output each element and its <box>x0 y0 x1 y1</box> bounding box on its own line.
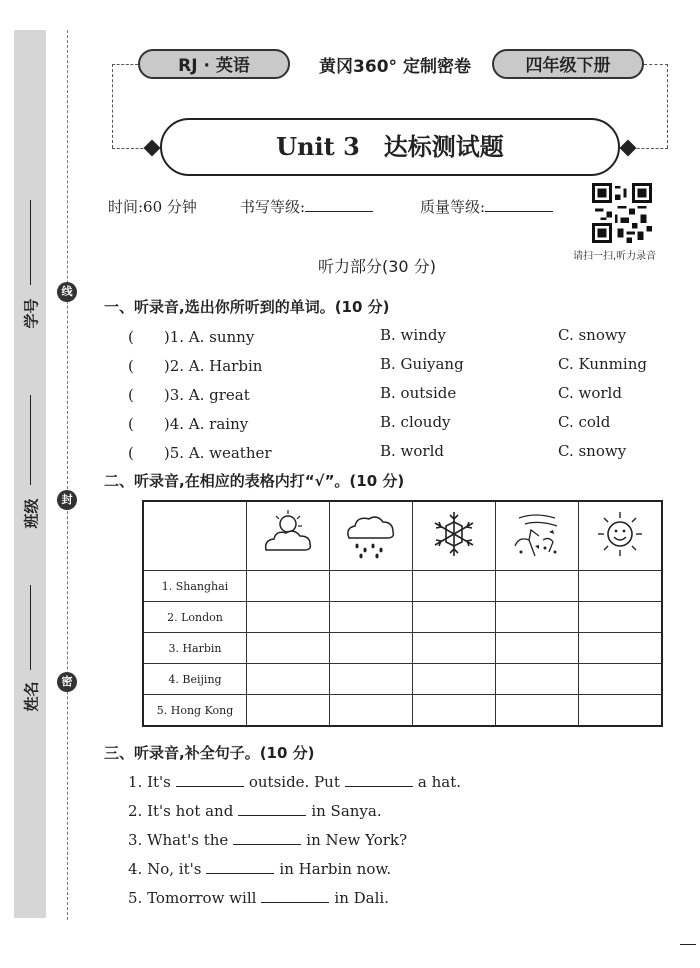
qr-code-icon[interactable] <box>592 183 652 243</box>
city-label: 2. London <box>143 602 247 633</box>
city-label: 3. Harbin <box>143 633 247 664</box>
writing-grade-blank[interactable] <box>305 197 373 212</box>
subject-pill: RJ · 英语 <box>138 49 290 79</box>
sentence-text: 3. What's the <box>128 831 229 849</box>
corner-mark <box>680 944 696 945</box>
check-cell[interactable] <box>413 602 496 633</box>
sentence <box>128 888 389 907</box>
student-number-label: 学号 <box>22 298 41 329</box>
table-row <box>143 602 662 633</box>
s1-option-c: C. Kunming <box>558 355 647 373</box>
check-cell[interactable] <box>413 695 496 727</box>
sentence-text: 1. It's <box>128 773 171 791</box>
s1-item-number: ( )1. A. sunny <box>128 328 255 346</box>
sentence-text: in Dali. <box>334 889 389 907</box>
header-dash-left-v <box>112 64 113 148</box>
sentence <box>128 830 407 849</box>
banner-dash-left <box>112 148 148 149</box>
sentence-text: in Harbin now. <box>279 860 392 878</box>
weather-header-cell <box>496 501 579 571</box>
quality-grade <box>420 196 553 217</box>
partly-cloudy-icon <box>247 506 329 562</box>
s1-option-b: B. outside <box>380 384 457 402</box>
table-corner-cell <box>143 501 247 571</box>
answer-blank[interactable] <box>206 859 274 874</box>
sun-icon <box>579 506 661 562</box>
sentence-text: outside. Put <box>248 773 340 791</box>
table-row <box>143 664 662 695</box>
check-cell[interactable] <box>330 633 413 664</box>
check-cell[interactable] <box>330 695 413 727</box>
s1-option-b: B. windy <box>380 326 446 344</box>
check-cell[interactable] <box>579 664 663 695</box>
check-cell[interactable] <box>413 571 496 602</box>
seal-mark-feng: 封 <box>57 490 77 510</box>
check-cell[interactable] <box>496 571 579 602</box>
s1-option-b: B. cloudy <box>380 413 451 431</box>
check-cell[interactable] <box>496 664 579 695</box>
table-row <box>143 571 662 602</box>
check-cell[interactable] <box>413 633 496 664</box>
s1-option-c: C. snowy <box>558 326 627 344</box>
sentence-text: 5. Tomorrow will <box>128 889 257 907</box>
quality-grade-label: 质量等级: <box>420 198 486 216</box>
listening-title: 听力部分(30 分) <box>318 257 436 276</box>
section3-title: 三、听录音,补全句子。(10 分) <box>104 744 315 762</box>
header-dash-right <box>644 64 668 65</box>
sentence <box>128 801 382 820</box>
seal-mark-mi: 密 <box>57 672 77 692</box>
sentence <box>128 772 461 791</box>
qr-caption: 请扫一扫,听力录音 <box>573 251 657 262</box>
s1-option-b: B. Guiyang <box>380 355 464 373</box>
check-cell[interactable] <box>413 664 496 695</box>
snowflake-icon <box>413 506 495 562</box>
s1-item-number: ( )3. A. great <box>128 386 250 404</box>
weather-header-cell <box>579 501 663 571</box>
check-cell[interactable] <box>496 602 579 633</box>
seal-mark-line: 线 <box>57 282 77 302</box>
check-cell[interactable] <box>330 571 413 602</box>
table-row <box>143 633 662 664</box>
s1-option-c: C. world <box>558 384 622 402</box>
check-cell[interactable] <box>330 602 413 633</box>
sentence-text: 2. It's hot and <box>128 802 234 820</box>
s1-option-c: C. cold <box>558 413 611 431</box>
quality-grade-blank[interactable] <box>485 197 553 212</box>
answer-blank[interactable] <box>261 888 329 903</box>
weather-header-cell <box>247 501 330 571</box>
weather-table <box>142 500 663 727</box>
sentence <box>128 859 391 878</box>
s1-option-b: B. world <box>380 442 444 460</box>
sentence-text: in New York? <box>306 831 408 849</box>
class-label: 班级 <box>22 498 41 529</box>
name-line <box>30 585 31 670</box>
check-cell[interactable] <box>247 633 330 664</box>
check-cell[interactable] <box>496 633 579 664</box>
rain-cloud-icon <box>330 506 412 562</box>
table-row <box>143 695 662 727</box>
writing-grade <box>240 196 373 217</box>
banner-diamond-right <box>620 140 637 157</box>
city-label: 4. Beijing <box>143 664 247 695</box>
check-cell[interactable] <box>579 571 663 602</box>
header-dash-left <box>112 64 138 65</box>
writing-grade-label: 书写等级: <box>240 198 306 216</box>
grade-pill: 四年级下册 <box>492 49 644 79</box>
check-cell[interactable] <box>330 664 413 695</box>
city-label: 1. Shanghai <box>143 571 247 602</box>
check-cell[interactable] <box>247 602 330 633</box>
weather-header-cell <box>413 501 496 571</box>
answer-blank[interactable] <box>238 801 306 816</box>
sentence-text: a hat. <box>417 773 461 791</box>
check-cell[interactable] <box>579 695 663 727</box>
weather-table-header <box>143 501 662 571</box>
section1-title: 一、听录音,选出你所听到的单词。(10 分) <box>104 298 390 316</box>
weather-header-cell <box>330 501 413 571</box>
check-cell[interactable] <box>496 695 579 727</box>
answer-blank[interactable] <box>345 772 413 787</box>
series-title: 黄冈360° 定制密卷 <box>319 57 471 77</box>
s1-option-c: C. snowy <box>558 442 627 460</box>
header-dash-right-v <box>667 64 668 148</box>
time-info: 时间:60 分钟 <box>108 198 197 216</box>
s1-item-number: ( )2. A. Harbin <box>128 357 263 375</box>
check-cell[interactable] <box>247 664 330 695</box>
class-line <box>30 395 31 485</box>
check-cell[interactable] <box>247 571 330 602</box>
answer-blank[interactable] <box>176 772 244 787</box>
check-cell[interactable] <box>247 695 330 727</box>
banner-diamond-left <box>144 140 161 157</box>
banner-dash-right <box>632 148 668 149</box>
s1-item-number: ( )5. A. weather <box>128 444 272 462</box>
student-number-line <box>30 200 31 285</box>
name-label: 姓名 <box>22 681 41 712</box>
windy-icon <box>496 506 578 562</box>
seal-dashed-line <box>67 30 68 920</box>
city-label: 5. Hong Kong <box>143 695 247 727</box>
check-cell[interactable] <box>579 602 663 633</box>
unit-title: Unit 3 达标测试题 <box>160 118 620 176</box>
check-cell[interactable] <box>579 633 663 664</box>
section2-title: 二、听录音,在相应的表格内打“√”。(10 分) <box>104 472 405 490</box>
sentence-text: 4. No, it's <box>128 860 202 878</box>
s1-item-number: ( )4. A. rainy <box>128 415 249 433</box>
sentence-text: in Sanya. <box>311 802 382 820</box>
answer-blank[interactable] <box>233 830 301 845</box>
